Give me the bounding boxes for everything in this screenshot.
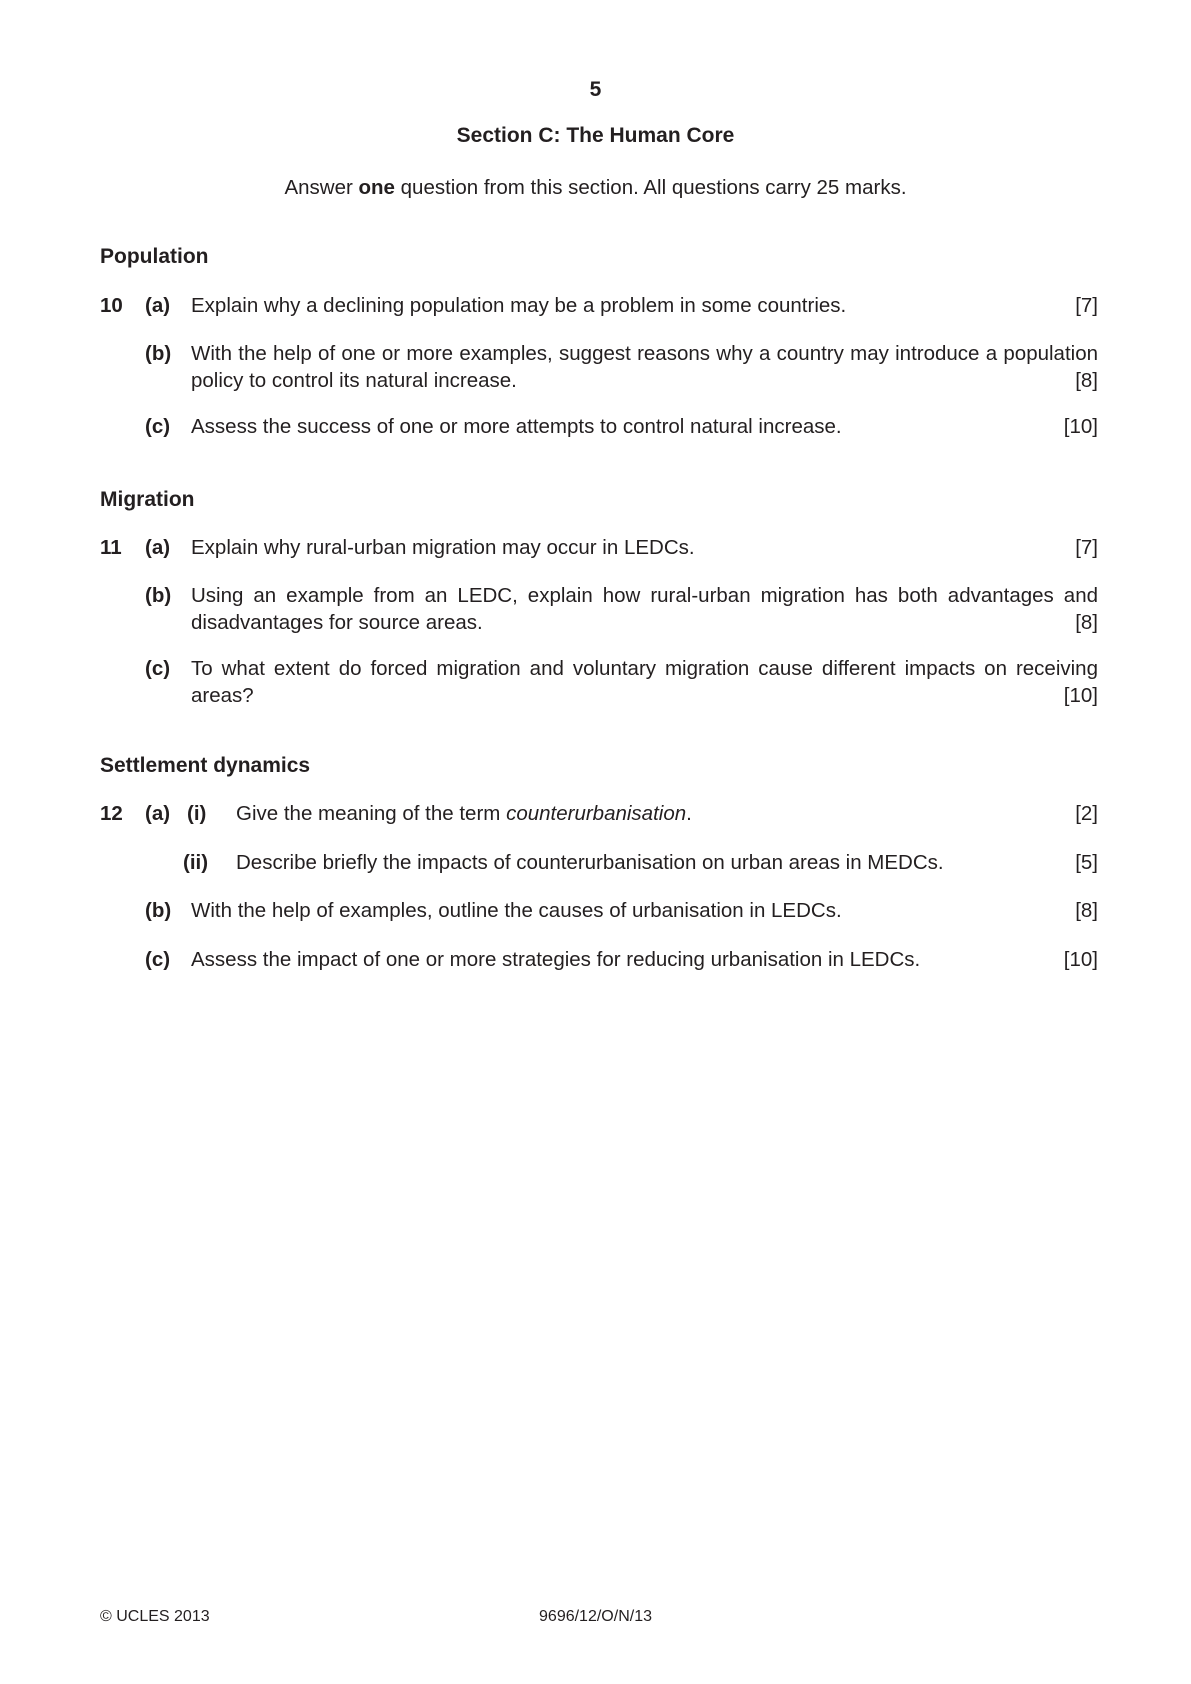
- question-text: With the help of one or more examples, suggest reasons why a country may introduce a population policy to control its natural increase.: [191, 342, 1098, 392]
- heading-migration: Migration: [100, 488, 195, 511]
- text-pre: Give the meaning of the term: [236, 802, 507, 825]
- part-label: (c): [145, 948, 171, 971]
- question-text: Explain why rural-urban migration may occur in LEDCs.: [191, 536, 695, 559]
- section-title: Section C: The Human Core: [456, 124, 735, 147]
- marks: [10]: [1063, 684, 1098, 707]
- question-number-11: 11: [100, 536, 122, 559]
- term-italic: counterurbanisation: [506, 802, 687, 825]
- question-text: With the help of examples, outline the causes of urbanisation in LEDCs.: [191, 899, 842, 922]
- question-text: Assess the impact of one or more strategies for reducing urbanisation in LEDCs.: [191, 948, 921, 971]
- marks: [8]: [1075, 369, 1098, 392]
- subpart-label: (i): [187, 802, 207, 825]
- part-label: (a): [145, 802, 171, 825]
- marks: [10]: [1063, 415, 1098, 438]
- question-text: Using an example from an LEDC, explain how rural-urban migration has both advantages and disadvantages for source areas.: [191, 584, 1098, 634]
- page-number: 5: [589, 78, 602, 101]
- instruction-pre: Answer: [284, 176, 359, 199]
- marks: [8]: [1075, 899, 1098, 922]
- marks: [7]: [1075, 294, 1098, 317]
- part-label: (b): [145, 584, 172, 607]
- part-label: (b): [145, 899, 172, 922]
- heading-population: Population: [100, 245, 209, 268]
- question-text: Explain why a declining population may be a problem in some countries.: [191, 294, 847, 317]
- subpart-label: (ii): [183, 851, 209, 874]
- question-text: [236, 800, 1036, 827]
- question-number-10: 10: [100, 294, 123, 317]
- question-text: Describe briefly the impacts of counterurbanisation on urban areas in MEDCs.: [236, 851, 944, 874]
- marks: [8]: [1075, 611, 1098, 634]
- question-number-12: 12: [100, 802, 123, 825]
- heading-settlement-dynamics: Settlement dynamics: [100, 754, 311, 777]
- marks: [2]: [1075, 802, 1098, 825]
- instruction-post: question from this section. All questions carry 25 marks.: [394, 176, 907, 199]
- footer-paper-code: 9696/12/O/N/13: [539, 1608, 652, 1625]
- instruction: [0, 174, 1191, 201]
- question-text: Assess the success of one or more attempts to control natural increase.: [191, 415, 842, 438]
- part-label: (a): [145, 536, 171, 559]
- question-text: To what extent do forced migration and voluntary migration cause different impacts on receiving areas?: [191, 657, 1098, 707]
- marks: [7]: [1075, 536, 1098, 559]
- part-label: (a): [145, 294, 171, 317]
- instruction-bold: one: [358, 176, 395, 199]
- part-label: (b): [145, 342, 172, 365]
- text-post: .: [686, 802, 692, 825]
- part-label: (c): [145, 657, 171, 680]
- marks: [10]: [1063, 948, 1098, 971]
- footer-copyright: © UCLES 2013: [100, 1608, 210, 1625]
- part-label: (c): [145, 415, 171, 438]
- marks: [5]: [1075, 851, 1098, 874]
